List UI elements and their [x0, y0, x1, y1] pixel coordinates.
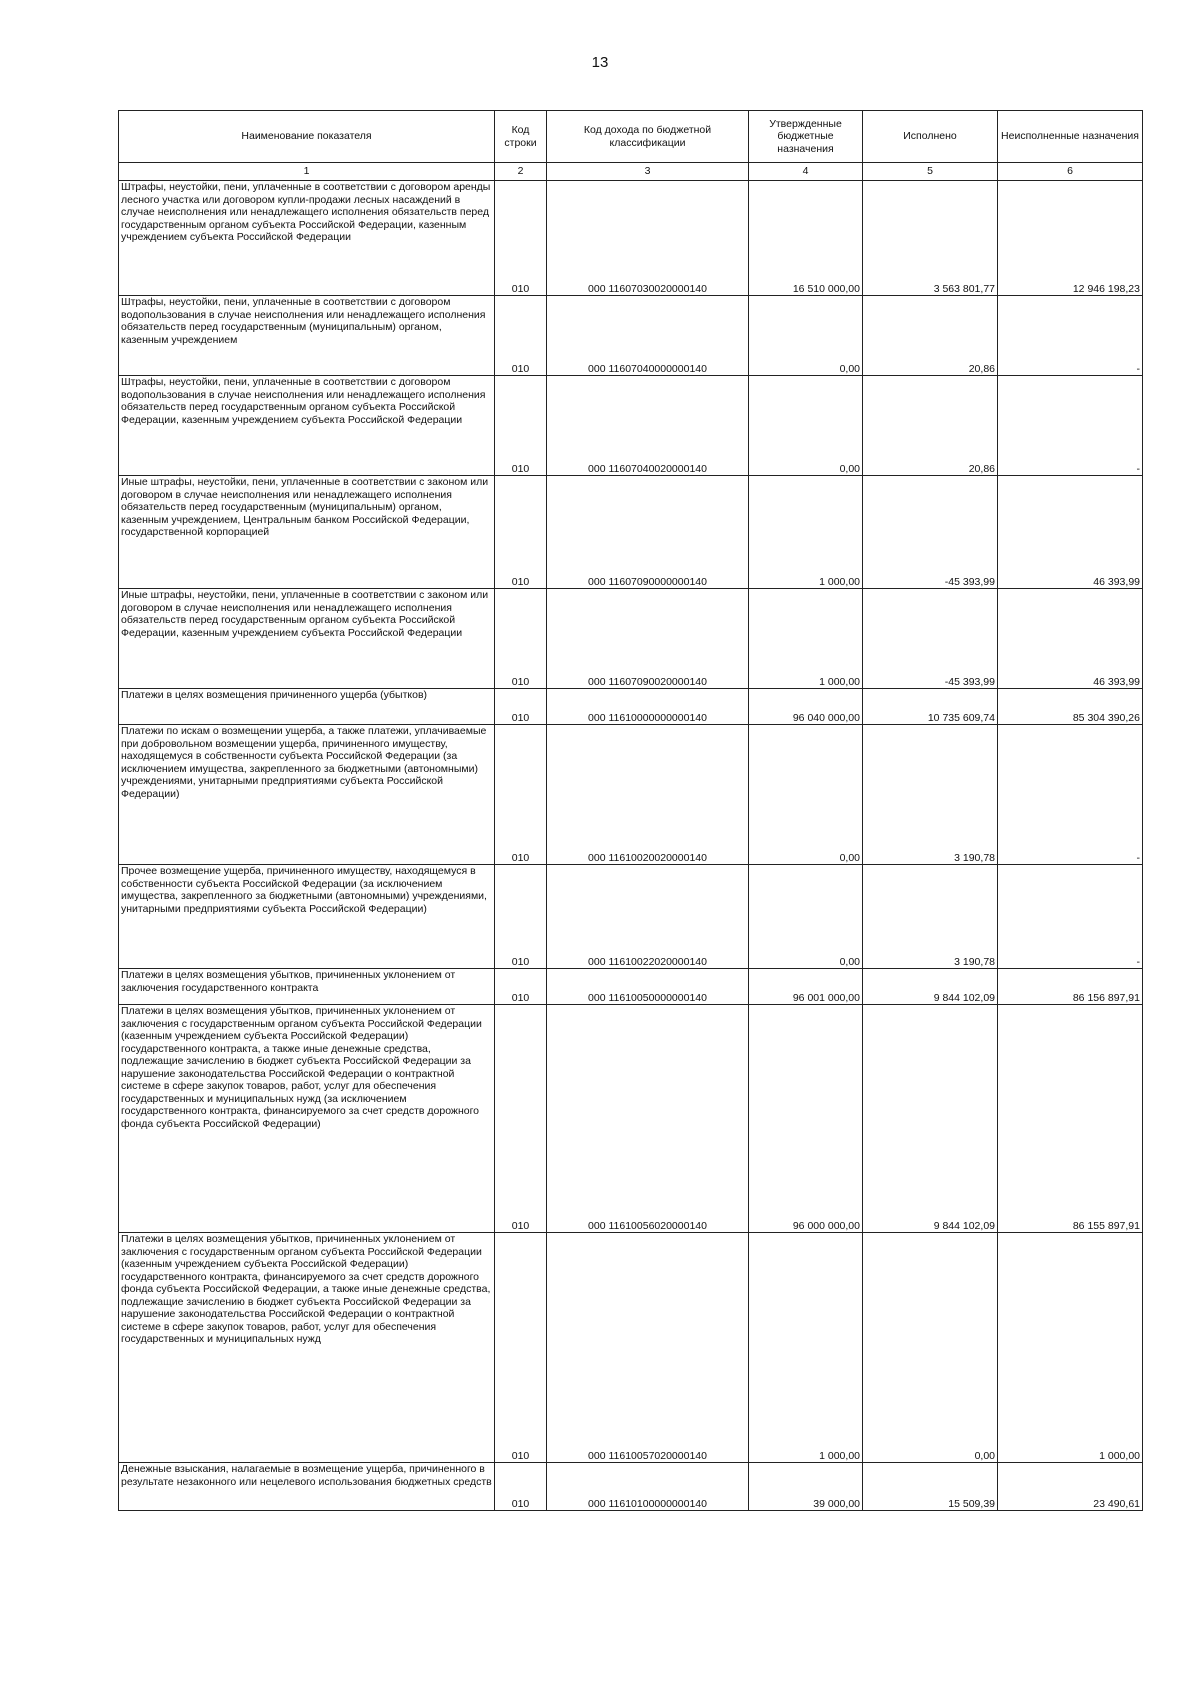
unexecuted-amount: -: [998, 725, 1143, 865]
unexecuted-amount: -: [998, 376, 1143, 476]
header-approved: Утвержденные бюджетные назначения: [749, 111, 863, 163]
line-code: 010: [495, 1463, 547, 1511]
header-indicator-name: Наименование показателя: [119, 111, 495, 163]
executed-amount: -45 393,99: [863, 476, 998, 589]
executed-amount: 3 190,78: [863, 725, 998, 865]
page-number: 13: [591, 54, 609, 71]
approved-amount: 0,00: [749, 725, 863, 865]
table-row: [119, 589, 1143, 689]
income-code: 000 11610100000000140: [547, 1463, 749, 1511]
unexecuted-amount: 86 156 897,91: [998, 969, 1143, 1005]
income-code: 000 11607040000000140: [547, 296, 749, 376]
executed-amount: 10 735 609,74: [863, 689, 998, 725]
approved-amount: 39 000,00: [749, 1463, 863, 1511]
header-row: [119, 111, 1143, 163]
income-code: 000 11610000000000140: [547, 689, 749, 725]
column-number: 2: [495, 163, 547, 181]
line-code: 010: [495, 865, 547, 969]
indicator-name: Штрафы, неустойки, пени, уплаченные в соответствии с договором водопользования в случае неисполнения или ненадлежащего исполнения обязательств перед государственным (муниципальным) органом, казенным учреждением: [119, 296, 495, 376]
table-row: [119, 376, 1143, 476]
column-number-row: [119, 163, 1143, 181]
line-code: 010: [495, 1233, 547, 1463]
income-code: 000 11607090000000140: [547, 476, 749, 589]
approved-amount: 0,00: [749, 296, 863, 376]
line-code: 010: [495, 181, 547, 296]
indicator-name: Платежи в целях возмещения причиненного ущерба (убытков): [119, 689, 495, 725]
executed-amount: 3 563 801,77: [863, 181, 998, 296]
unexecuted-amount: 46 393,99: [998, 476, 1143, 589]
unexecuted-amount: 12 946 198,23: [998, 181, 1143, 296]
approved-amount: 96 040 000,00: [749, 689, 863, 725]
income-code: 000 11610022020000140: [547, 865, 749, 969]
unexecuted-amount: 1 000,00: [998, 1233, 1143, 1463]
indicator-name: Денежные взыскания, налагаемые в возмещение ущерба, причиненного в результате незаконного или нецелевого использования бюджетных средств: [119, 1463, 495, 1511]
line-code: 010: [495, 476, 547, 589]
header-unexecuted: Неисполненные назначения: [998, 111, 1143, 163]
header-line-code: Код строки: [495, 111, 547, 163]
approved-amount: 96 000 000,00: [749, 1005, 863, 1233]
indicator-name: Прочее возмещение ущерба, причиненного имуществу, находящемуся в собственности субъекта Российской Федерации (за исключением имущества, закрепленного за бюджетными (автономными) учреждениями, унитарными предприятиями субъекта Российской Федерации): [119, 865, 495, 969]
indicator-name: Платежи в целях возмещения убытков, причиненных уклонением от заключения государственного контракта: [119, 969, 495, 1005]
approved-amount: 1 000,00: [749, 476, 863, 589]
income-code: 000 11610057020000140: [547, 1233, 749, 1463]
budget-execution-table: [118, 110, 1143, 1511]
table-row: [119, 689, 1143, 725]
unexecuted-amount: -: [998, 296, 1143, 376]
indicator-name: Штрафы, неустойки, пени, уплаченные в соответствии с договором аренды лесного участка или договором купли-продажи лесных насаждений в случае неисполнения или ненадлежащего исполнения обязательств перед государственным органом субъекта Российской Федерации, казенным учреждением субъекта Российской Федерации: [119, 181, 495, 296]
approved-amount: 1 000,00: [749, 1233, 863, 1463]
column-number: 4: [749, 163, 863, 181]
line-code: 010: [495, 296, 547, 376]
column-number: 3: [547, 163, 749, 181]
header-executed: Исполнено: [863, 111, 998, 163]
line-code: 010: [495, 969, 547, 1005]
table-row: [119, 296, 1143, 376]
executed-amount: 15 509,39: [863, 1463, 998, 1511]
income-code: 000 11610020020000140: [547, 725, 749, 865]
indicator-name: Штрафы, неустойки, пени, уплаченные в соответствии с договором водопользования в случае неисполнения или ненадлежащего исполнения обязательств перед государственным органом субъекта Российской Федерации, казенным учреждением субъекта Российской Федерации: [119, 376, 495, 476]
approved-amount: 0,00: [749, 865, 863, 969]
table-row: [119, 1233, 1143, 1463]
income-code: 000 11607090020000140: [547, 589, 749, 689]
header-income-code: Код дохода по бюджетной классификации: [547, 111, 749, 163]
line-code: 010: [495, 689, 547, 725]
table-row: [119, 476, 1143, 589]
table-row: [119, 181, 1143, 296]
income-code: 000 11610056020000140: [547, 1005, 749, 1233]
table-row: [119, 1005, 1143, 1233]
approved-amount: 1 000,00: [749, 589, 863, 689]
indicator-name: Иные штрафы, неустойки, пени, уплаченные в соответствии с законом или договором в случае неисполнения или ненадлежащего исполнения обязательств перед государственным органом субъекта Российской Федерации, казенным учреждением субъекта Российской Федерации: [119, 589, 495, 689]
table-row: [119, 725, 1143, 865]
table-row: [119, 1463, 1143, 1511]
approved-amount: 96 001 000,00: [749, 969, 863, 1005]
unexecuted-amount: 86 155 897,91: [998, 1005, 1143, 1233]
indicator-name: Платежи в целях возмещения убытков, причиненных уклонением от заключения с государственным органом субъекта Российской Федерации (казенным учреждением субъекта Российской Федерации) государственного контракта, финансируемого за счет средств дорожного фонда субъекта Российской Федерации, а также иные денежные средства, подлежащие зачислению в бюджет субъекта Российской Федерации за нарушение законодательства Российской Федерации о контрактной системе в сфере закупок товаров, работ, услуг для обеспечения государственных и муниципальных нужд: [119, 1233, 495, 1463]
line-code: 010: [495, 376, 547, 476]
approved-amount: 16 510 000,00: [749, 181, 863, 296]
unexecuted-amount: 85 304 390,26: [998, 689, 1143, 725]
line-code: 010: [495, 589, 547, 689]
executed-amount: 9 844 102,09: [863, 1005, 998, 1233]
executed-amount: 0,00: [863, 1233, 998, 1463]
table-row: [119, 865, 1143, 969]
income-code: 000 11607040020000140: [547, 376, 749, 476]
executed-amount: 20,86: [863, 296, 998, 376]
unexecuted-amount: 23 490,61: [998, 1463, 1143, 1511]
income-code: 000 11607030020000140: [547, 181, 749, 296]
executed-amount: 9 844 102,09: [863, 969, 998, 1005]
column-number: 6: [998, 163, 1143, 181]
indicator-name: Иные штрафы, неустойки, пени, уплаченные в соответствии с законом или договором в случае неисполнения или ненадлежащего исполнения обязательств перед государственным (муниципальным) органом, казенным учреждением, Центральным банком Российской Федерации, государственной корпорацией: [119, 476, 495, 589]
table-row: [119, 969, 1143, 1005]
executed-amount: 20,86: [863, 376, 998, 476]
indicator-name: Платежи в целях возмещения убытков, причиненных уклонением от заключения с государственным органом субъекта Российской Федерации (казенным учреждением субъекта Российской Федерации) государственного контракта, а также иные денежные средства, подлежащие зачислению в бюджет субъекта Российской Федерации за нарушение законодательства Российской Федерации о контрактной системе в сфере закупок товаров, работ, услуг для обеспечения государственных и муниципальных нужд (за исключением государственного контракта, финансируемого за счет средств дорожного фонда субъекта Российской Федерации): [119, 1005, 495, 1233]
line-code: 010: [495, 1005, 547, 1233]
line-code: 010: [495, 725, 547, 865]
unexecuted-amount: -: [998, 865, 1143, 969]
column-number: 1: [119, 163, 495, 181]
indicator-name: Платежи по искам о возмещении ущерба, а также платежи, уплачиваемые при добровольном возмещении ущерба, причиненного имуществу, находящемуся в собственности субъекта Российской Федерации (за исключением имущества, закрепленного за бюджетными (автономными) учреждениями, унитарными предприятиями субъекта Российской Федерации): [119, 725, 495, 865]
approved-amount: 0,00: [749, 376, 863, 476]
column-number: 5: [863, 163, 998, 181]
executed-amount: -45 393,99: [863, 589, 998, 689]
unexecuted-amount: 46 393,99: [998, 589, 1143, 689]
income-code: 000 11610050000000140: [547, 969, 749, 1005]
executed-amount: 3 190,78: [863, 865, 998, 969]
